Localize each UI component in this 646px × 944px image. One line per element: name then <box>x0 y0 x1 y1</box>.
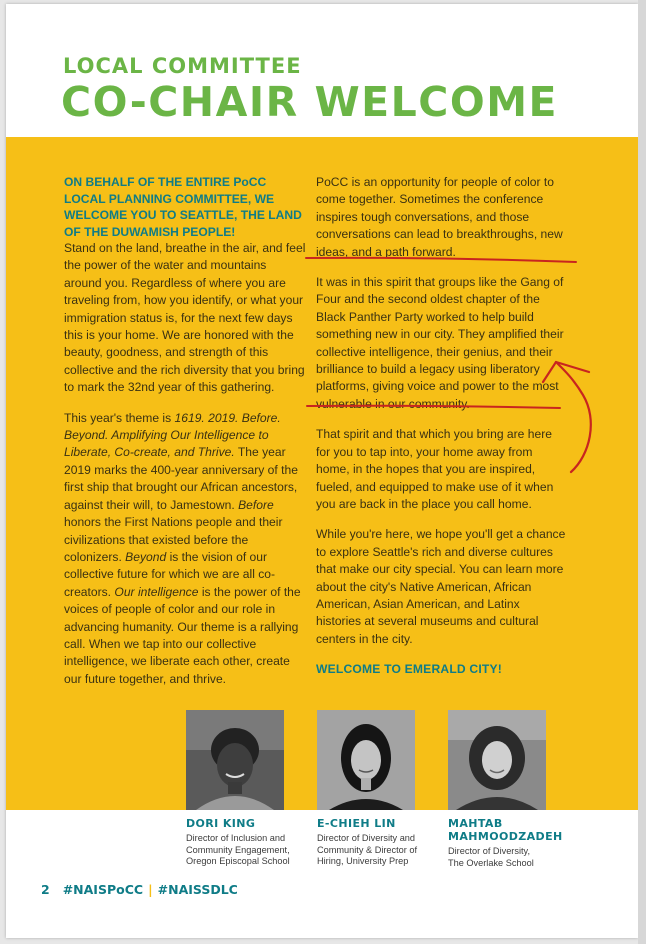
person-credit <box>186 817 316 868</box>
portrait-photo <box>317 710 415 810</box>
section-kicker: LOCAL COMMITTEE <box>63 54 302 78</box>
person-role: Director of Inclusion and Community Engagement, Oregon Episcopal School <box>186 833 290 867</box>
person-role: Director of Diversity and Community & Director of Hiring, University Prep <box>317 833 418 867</box>
page-title: CO-CHAIR WELCOME <box>61 78 559 126</box>
page-edge <box>638 0 646 944</box>
person-credit <box>317 817 435 868</box>
text-run: is the power of the voices of people of color and our role in advancing humanity. Our theme is a rallying call. When we tap into our collective intelligence, we liberate each other, create our future together, and thrive. <box>64 584 301 686</box>
person-name: E-CHIEH LIN <box>317 817 396 830</box>
italic-term: Before <box>238 497 274 512</box>
italic-term: Our intelligence <box>114 584 199 599</box>
hashtag: #NAISSDLC <box>157 882 238 897</box>
person-role: Director of Diversity, The Overlake School <box>448 846 534 868</box>
left-column <box>64 174 306 701</box>
theme-text: 1619. 2019. Before. Beyond. Amplifying Our Intelligence to Liberate, Co-create, and Thrive. <box>64 410 281 460</box>
page-number: 2 <box>41 882 50 897</box>
person-name: DORI KING <box>186 817 256 830</box>
hashtag: #NAISPoCC <box>62 882 144 897</box>
paragraph: PoCC is an opportunity for people of color to come together. Sometimes the conference inspires tough conversations, and those conversations can lead to breakthroughs, new ideas, and a path forward. <box>316 175 563 259</box>
portrait-photo <box>448 710 546 810</box>
text-run: This year's theme is <box>64 410 175 425</box>
closing-line: WELCOME TO EMERALD CITY! <box>316 662 502 677</box>
paragraph: It was in this spirit that groups like the Gang of Four and the second oldest chapter of the Black Panther Party worked to help build something new in our city. They amplified their collective intelligence, their genius, and their brilliance to build a legacy using liberatory platforms, giving voice and power to the most vulnerable in our community. <box>316 275 564 411</box>
page-footer <box>41 882 238 897</box>
portrait-photo <box>186 710 284 810</box>
person-name: MAHTAB MAHMOODZADEH <box>448 817 563 843</box>
person-credit <box>448 817 563 869</box>
text-run: The year 2019 marks the 400-year anniversary of the first ship that brought our African ancestors, against their will, to Jamestown. <box>64 445 298 512</box>
text-run: is the vision of our collective future for which we are all co-creators. <box>64 549 276 599</box>
footer-separator: | <box>148 882 153 897</box>
lead-heading: ON BEHALF OF THE ENTIRE PoCC LOCAL PLANNING COMMITTEE, WE WELCOME YOU TO SEATTLE, THE LAND OF THE DUWAMISH PEOPLE! <box>64 175 302 239</box>
right-column <box>316 174 568 692</box>
paragraph: That spirit and that which you bring are here for you to tap into, your home away from home, in the hopes that you are inspired, fueled, and equipped to make use of it when you are back in the place you call home. <box>316 427 554 511</box>
italic-term: Beyond <box>125 549 167 564</box>
paragraph: Stand on the land, breathe in the air, and feel the power of the water and mountains around you. Regardless of where you are traveling from, how you identify, or what your immigration status is, for the next few days this is your home. We are honored with the beauty, goodness, and strength of this collective and the rich diversity that you bring to mark the 32nd year of this gathering. <box>64 241 306 395</box>
theme-paragraph <box>64 410 306 689</box>
text-run: honors the First Nations people and their civilizations that existed before the colonizers. <box>64 515 283 564</box>
paragraph: While you're here, we hope you'll get a chance to explore Seattle's rich and diverse cultures that make our city special. You can learn more about the city's Native American, African American, Asian American, and Latinx histories at several museums and cultural centers in the city. <box>316 527 566 646</box>
